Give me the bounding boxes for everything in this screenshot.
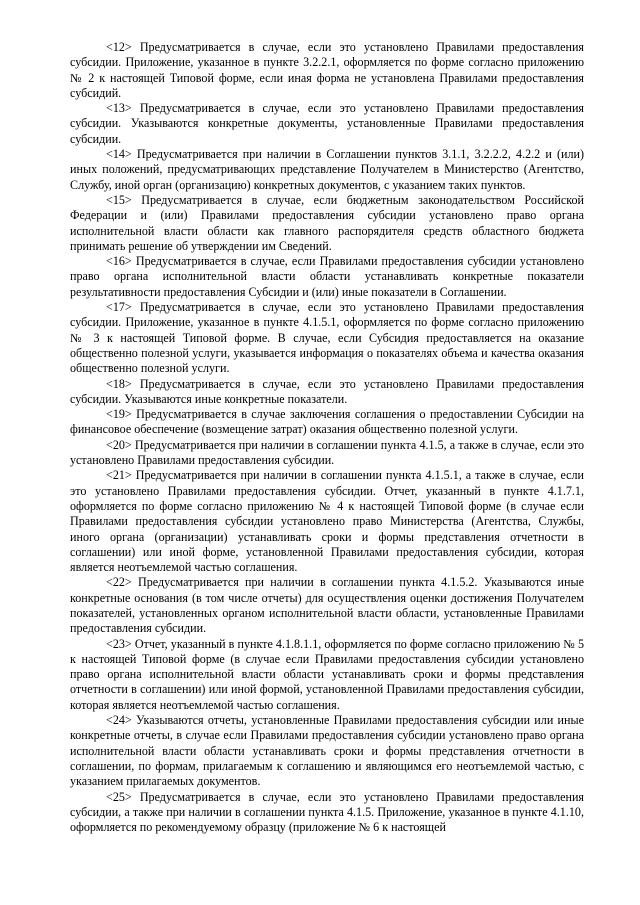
footnote-24: <24> Указываются отчеты, установленные Правилами предоставления субсидии или иные конкретные отчеты, в случае если Правилами предоставления субсидии установлено право органа исполнительной власти области устанавливать сроки и формы представления отчетности в соглашении, по формам, прилагаемым к соглашению и являющимся его неотъемлемой частью, с указанием прилагаемых документов. bbox=[70, 713, 584, 789]
footnote-15: <15> Предусматривается в случае, если бюджетным законодательством Российской Федерации и (или) Правилами предоставления субсидии установлено право органа исполнительной власти области как главного распорядителя средств областного бюджета принимать решение об утверждении им Сведений. bbox=[70, 192, 584, 253]
footnote-18: <18> Предусматривается в случае, если это установлено Правилами предоставления субсидии. Указываются иные конкретные показатели. bbox=[70, 376, 584, 406]
footnotes-block bbox=[70, 40, 584, 835]
footnote-22: <22> Предусматривается при наличии в соглашении пункта 4.1.5.2. Указываются иные конкретные основания (в том числе отчеты) для осуществления оценки достижения Получателем показателей, установленных органом исполнительной власти области, установленные Правилами предоставления субсидии. bbox=[70, 575, 584, 636]
footnote-17: <17> Предусматривается в случае, если это установлено Правилами предоставления субсидии. Приложение, указанное в пункте 4.1.5.1, оформляется по форме согласно приложению № 3 к настоящей Типовой форме. В случае, если Субсидия предоставляется на оказание общественно полезной услуги, указывается информация о показателях объема и качества оказания общественно полезной услуги. bbox=[70, 300, 584, 376]
footnote-19: <19> Предусматривается в случае заключения соглашения о предоставлении Субсидии на финансовое обеспечение (возмещение затрат) оказания общественно полезной услуги. bbox=[70, 407, 584, 437]
footnote-14: <14> Предусматривается при наличии в Соглашении пунктов 3.1.1, 3.2.2.2, 4.2.2 и (или) иных положений, предусматривающих представление Получателем в Министерство (Агентство, Службу, иной орган (организацию) конкретных документов, с указанием таких пунктов. bbox=[70, 147, 584, 192]
footnote-20: <20> Предусматривается при наличии в соглашении пункта 4.1.5, а также в случае, если это установлено Правилами предоставления субсидии. bbox=[70, 437, 584, 468]
footnote-23: <23> Отчет, указанный в пункте 4.1.8.1.1, оформляется по форме согласно приложению № 5 к настоящей Типовой форме (в случае если Правилами предоставления субсидии установлено право органа исполнительной власти области устанавливать сроки и формы представления отчетности в соглашении) или иной формой, установленной Правилами предоставления субсидии, которая является неотъемлемой частью соглашения. bbox=[70, 636, 584, 712]
footnote-12: <12> Предусматривается в случае, если это установлено Правилами предоставления субсидии. Приложение, указанное в пункте 3.2.2.1, оформляется по форме согласно приложению № 2 к настоящей Типовой форме, если иная форма не установлена Правилами предоставления субсидий. bbox=[70, 40, 584, 100]
footnote-25: <25> Предусматривается в случае, если это установлено Правилами предоставления субсидии, а также при наличии в соглашении пункта 4.1.5. Приложение, указанное в пункте 4.1.10, оформляется по рекомендуемому образцу (приложение № 6 к настоящей bbox=[70, 789, 584, 835]
footnote-16: <16> Предусматривается в случае, если Правилами предоставления субсидии установлено право органа исполнительной власти области устанавливать конкретные показатели результативности предоставления Субсидии и (или) иные показатели в Соглашении. bbox=[70, 254, 584, 299]
footnote-13: <13> Предусматривается в случае, если это установлено Правилами предоставления субсидии. Указываются конкретные документы, установленные Правилами предоставления субсидии. bbox=[70, 101, 584, 146]
footnote-21: <21> Предусматривается при наличии в соглашении пункта 4.1.5.1, а также в случае, если это установлено Правилами предоставления субсидии. Отчет, указанный в пункте 4.1.7.1, оформляется по форме согласно приложению № 4 к настоящей Типовой форме (в случае если Правилами предоставления субсидии установлено право Министерства (Агентства, Службы, иного органа (организации) устанавливать сроки и формы представления отчетности в соглашении) или иной форме, установленной Правилами предоставления субсидии, которая является неотъемлемой частью соглашения. bbox=[70, 468, 584, 575]
